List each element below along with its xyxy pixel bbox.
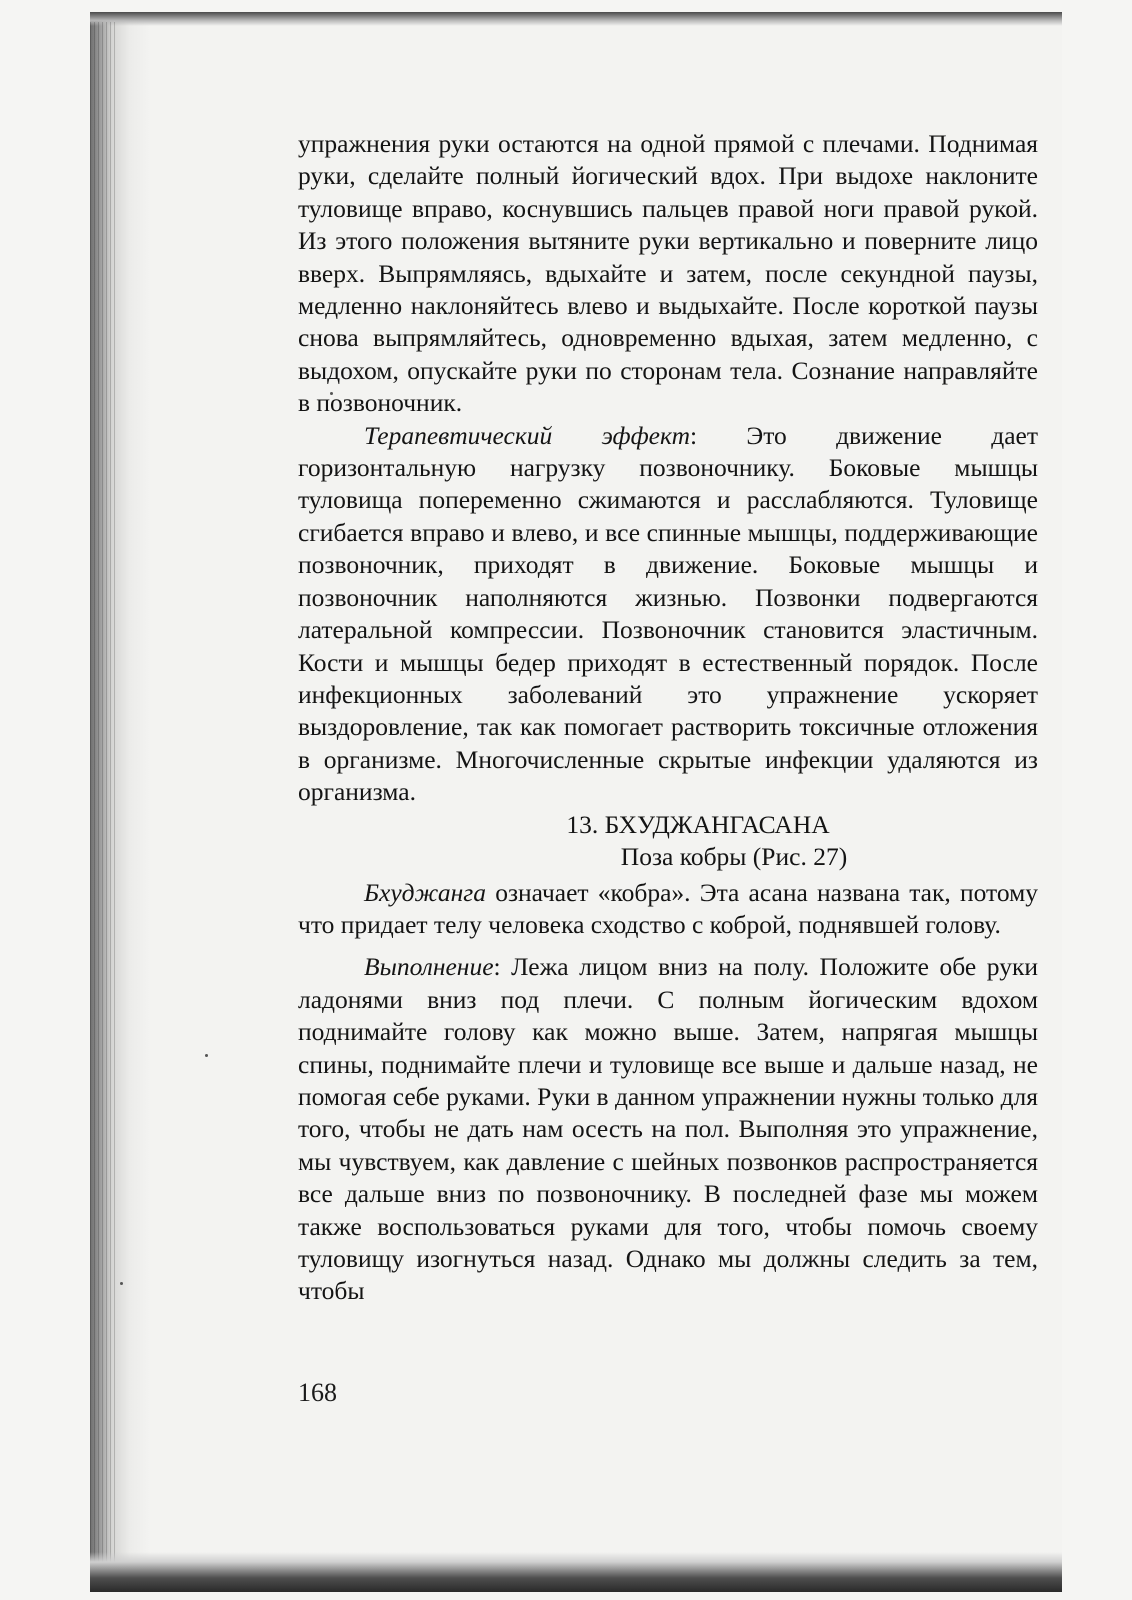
paragraph-4 xyxy=(298,951,1038,1307)
page-body-text xyxy=(298,128,1038,1308)
scan-speck xyxy=(120,1282,123,1285)
paragraph-3-lead: Бхуджанга xyxy=(364,877,486,907)
paragraph-4-text: : Лежа лицом вниз на полу. Положите обе руки ладонями вниз под плечи. С полным йогическим вдохом поднимайте голову как можно выше. Затем, напрягая мышцы спины, поднимайте плечи и туловище все выше и дальше назад, не помогая себе руками. Руки в данном упражнении нужны только для того, чтобы не дать нам осесть на пол. Выполняя это упражнение, мы чувствуем, как давление с шейных позвонков распространяется все дальше вниз по позвоночнику. В последней фазе мы можем также воспользоваться руками для того, чтобы помочь своему туловищу изогнуться назад. Однако мы должны следить за тем, чтобы xyxy=(298,952,1038,1306)
page-bottom-shadow xyxy=(90,1552,1062,1592)
page-binding-edge xyxy=(90,22,118,1562)
scan-speck xyxy=(205,1054,208,1057)
paragraph-3 xyxy=(298,877,1038,942)
page-top-shadow xyxy=(90,12,1062,26)
paragraph-4-lead: Выполнение xyxy=(364,952,494,982)
page-number: 168 xyxy=(298,1378,337,1407)
paragraph-1-text: упражнения руки остаются на одной прямой с плечами. Поднимая руки, сделайте полный йогический вдох. При выдохе наклоните туловище вправо, коснувшись пальцев правой ноги правой рукой. Из этого положения вытяните руки вертикально и поверните лицо вверх. Выпрямляясь, вдыхайте и затем, после секундной паузы, медленно наклоняйтесь влево и выдыхайте. После короткой паузы снова выпрямляйтесь, одновременно вдыхая, затем медленно, с выдохом, опускайте руки по сторонам тела. Сознание направляйте в позвоночник. xyxy=(298,129,1038,418)
paragraph-3-text: означает «кобра». Эта асана названа так, потому что придает телу человека сходство с коброй, поднявшей голову. xyxy=(298,877,1038,939)
paragraph-2-lead: Терапевтический эффект xyxy=(364,420,691,450)
paragraph-2 xyxy=(298,420,1038,809)
paragraph-1 xyxy=(298,128,1038,420)
section-subheading: Поза кобры (Рис. 27) xyxy=(620,841,848,871)
section-heading: 13. БХУДЖАНГАСАНА xyxy=(566,809,830,839)
paragraph-2-text: : Это движение дает горизонтальную нагрузку позвоночнику. Боковые мышцы туловища попеременно сжимаются и расслабляются. Туловище сгибается вправо и влево, и все спинные мышцы, поддерживающие позвоночник, приходят в движение. Боковые мышцы и позвоночник наполняются жизнью. Позвонки подвергаются латеральной компрессии. Позвоночник становится эластичным. Кости и мышцы бедер приходят в естественный порядок. После инфекционных заболеваний это упражнение ускоряет выздоровление, так как помогает растворить токсичные отложения в организме. Многочисленные скрытые инфекции удаляются из организма. xyxy=(298,420,1038,807)
